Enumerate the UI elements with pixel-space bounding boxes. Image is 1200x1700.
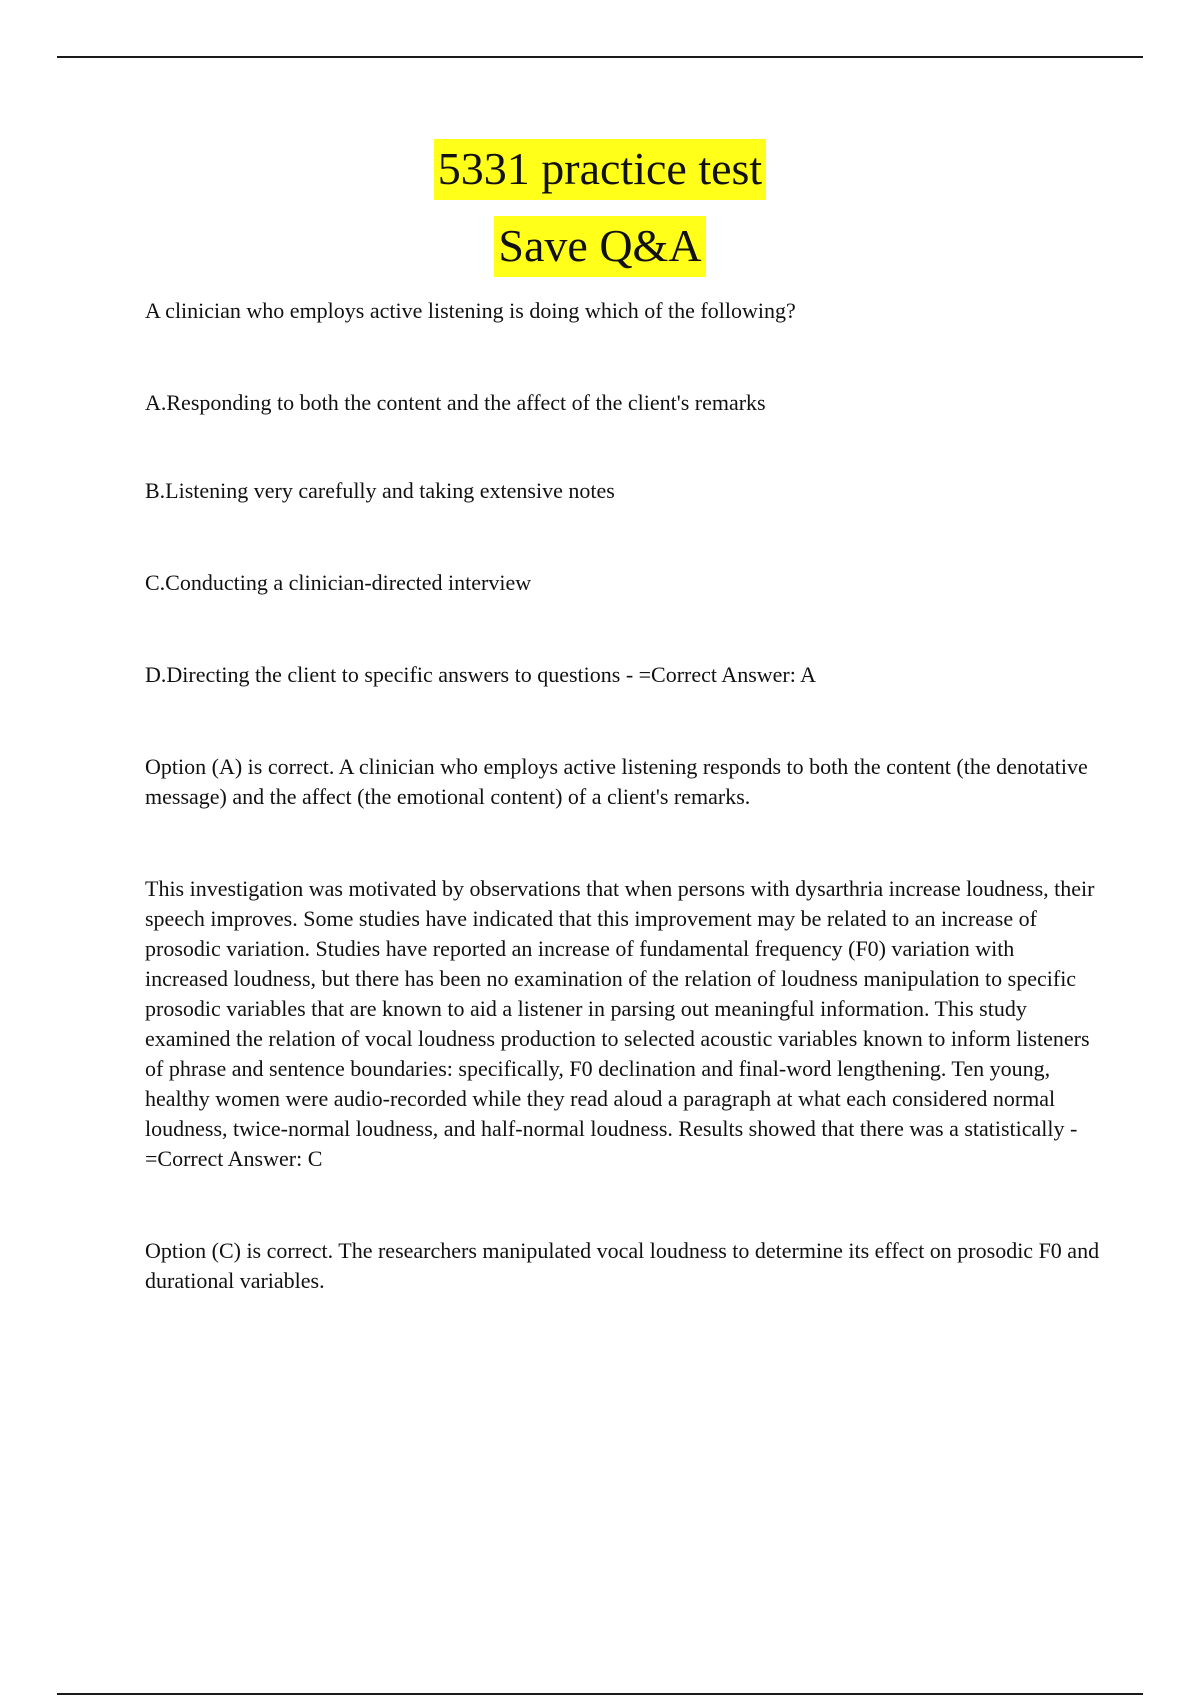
- question-1-option-c: C.Conducting a clinician-directed interview: [145, 570, 532, 595]
- document-body: [145, 296, 1100, 1296]
- title-highlight-1: 5331 practice test: [434, 139, 766, 200]
- document-title: [0, 143, 1200, 272]
- title-highlight-2: Save Q&A: [494, 216, 705, 277]
- top-rule: [57, 56, 1143, 58]
- question-2-passage: This investigation was motivated by observations that when persons with dysarthria increase loudness, their speech improves. Some studies have indicated that this improvement may be related to an increase of prosodic variation. Studies have reported an increase of fundamental frequency (F0) variation with increased loudness, but there has been no examination of the relation of loudness manipulation to specific prosodic variables that are known to aid a listener in parsing out meaningful information. This study examined the relation of vocal loudness production to selected acoustic variables known to inform listeners of phrase and sentence boundaries: specifically, F0 declination and final-word lengthening. Ten young, healthy women were audio-recorded while they read aloud a paragraph at what each considered normal loudness, twice-normal loudness, and half-normal loudness. Results showed that there was a statistically - =Correct Answer: C: [145, 876, 1095, 1171]
- title-line-1: [0, 143, 1200, 195]
- title-line-2: [0, 220, 1200, 272]
- bottom-rule: [57, 1693, 1143, 1695]
- question-2-explanation: Option (C) is correct. The researchers manipulated vocal loudness to determine its effect on prosodic F0 and durational variables.: [145, 1238, 1100, 1293]
- question-1-explanation: Option (A) is correct. A clinician who employs active listening responds to both the content (the denotative message) and the affect (the emotional content) of a client's remarks.: [145, 754, 1088, 809]
- question-1-option-a: A.Responding to both the content and the affect of the client's remarks: [145, 390, 766, 415]
- question-1-prompt: A clinician who employs active listening is doing which of the following?: [145, 298, 796, 323]
- question-1-option-d: D.Directing the client to specific answers to questions - =Correct Answer: A: [145, 662, 817, 687]
- question-1-option-b: B.Listening very carefully and taking extensive notes: [145, 478, 615, 503]
